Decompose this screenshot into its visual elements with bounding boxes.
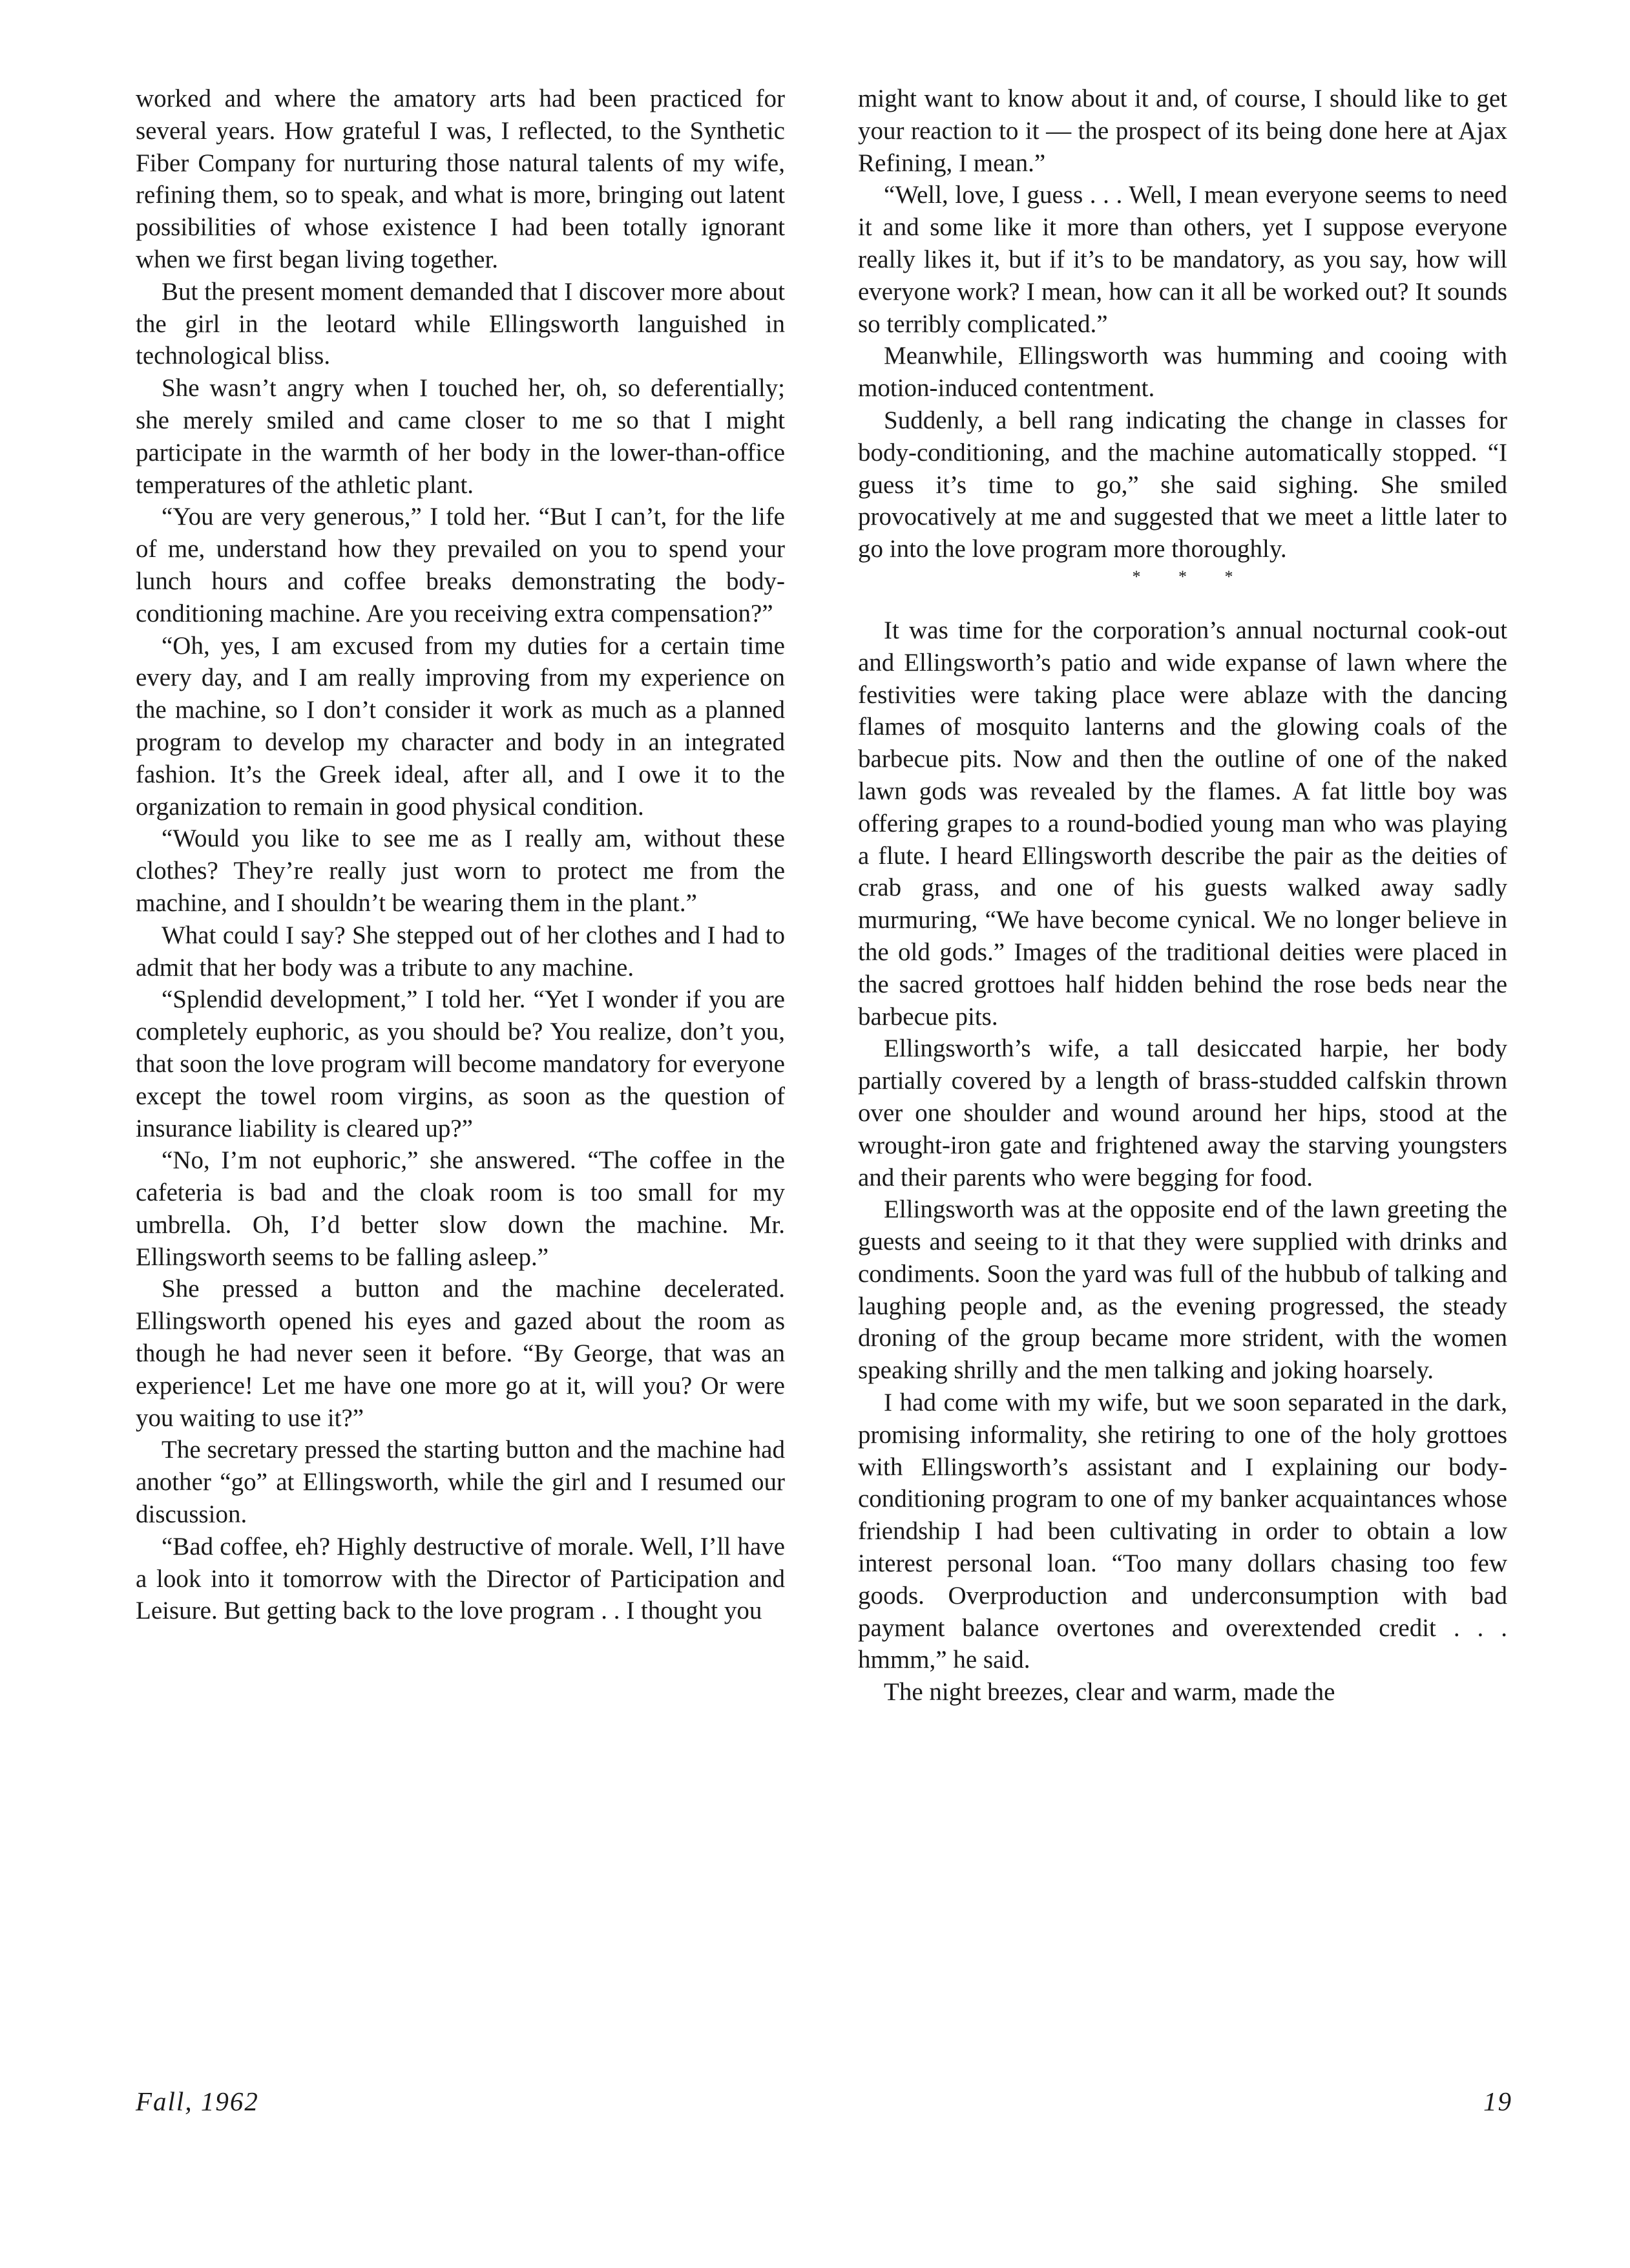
paragraph: I had come with my wife, but we soon separated in the dark, promising informality, she retiring to one of the holy grottoes with Ellingsworth’s assistant and I explaining our body-conditioning program to one of my banker acquaintances whose friendship I had been cultivating in order to obtain a low interest personal loan. “Too many dollars chasing too few goods. Overproduction and underconsumption with bad payment balance overtones and overextended credit . . . hmmm,” he said.: [858, 1389, 1507, 1674]
page-number: 19: [1483, 2086, 1512, 2116]
paragraph: Meanwhile, Ellingsworth was humming and cooing with motion-induced contentment.: [858, 342, 1507, 403]
paragraph: “Bad coffee, eh? Highly destructive of morale. Well, I’ll have a look into it tomorrow with the Director of Participation and Leisure. But getting back to the love program . . I thought you: [136, 1532, 785, 1625]
paragraph: “Would you like to see me as I really am, without these clothes? They’re really just worn to protect me from the machine, and I shouldn’t be wearing them in the plant.”: [136, 824, 785, 917]
paragraph: She wasn’t angry when I touched her, oh, so deferentially; she merely smiled and came closer to me so that I might participate in the warmth of her body in the lower-than-office temperatures of the athletic plant.: [136, 374, 785, 499]
paragraph: Ellingsworth’s wife, a tall desiccated harpie, her body partially covered by a length of brass-studded calfskin thrown over one shoulder and wound around her hips, stood at the wrought-iron gate and frightened away the starving youngsters and their parents who were begging for food.: [858, 1034, 1507, 1192]
section-break: * * *: [1132, 567, 1250, 586]
left-column: [136, 83, 785, 1627]
paragraph: might want to know about it and, of course, I should like to get your reaction to it — the prospect of its being done here at Ajax Refining, I mean.”: [858, 85, 1507, 177]
paragraph: What could I say? She stepped out of her clothes and I had to admit that her body was a tribute to any machine.: [136, 921, 785, 982]
paragraph: worked and where the amatory arts had been practiced for several years. How grateful I was, I reflected, to the Synthetic Fiber Company for nurturing those natural talents of my wife, refining them, so to speak, and what is more, bringing out latent possibilities of whose existence I had been totally ignorant when we first began living together.: [136, 85, 785, 273]
paragraph: Suddenly, a bell rang indicating the change in classes for body-conditioning, and the machine automatically stopped. “I guess it’s time to go,” she said sighing. She smiled provocatively at me and suggested that we meet a little later to go into the love program more thoroughly.: [858, 406, 1507, 563]
paragraph: “No, I’m not euphoric,” she answered. “The coffee in the cafeteria is bad and the cloak room is too small for my umbrella. Oh, I’d better slow down the machine. Mr. Ellingsworth seems to be falling asleep.”: [136, 1146, 785, 1271]
paragraph: The secretary pressed the starting button and the machine had another “go” at Ellingsworth, while the girl and I resumed our discussion.: [136, 1436, 785, 1529]
paragraph: “You are very generous,” I told her. “But I can’t, for the life of me, understand how they prevailed on you to spend your lunch hours and coffee breaks demonstrating the body-conditioning machine. Are you receiving extra compensation?”: [136, 503, 785, 627]
paragraph: “Well, love, I guess . . . Well, I mean everyone seems to need it and some like it more than others, yet I suppose everyone really likes it, but if it’s to be mandatory, as you say, how will everyone work? I mean, how can it all be worked out? It sounds so terribly complicated.”: [858, 181, 1507, 338]
paragraph: It was time for the corporation’s annual nocturnal cook-out and Ellingsworth’s patio and wide expanse of lawn where the festivities were taking place were ablaze with the dancing flames of mosquito lanterns and the glowing coals of the barbecue pits. Now and then the outline of one of the naked lawn gods was revealed by the flames. A fat little boy was offering grapes to a round-bodied young man who was playing a flute. I heard Ellingsworth describe the pair as the deities of crab grass, and one of his guests walked away sadly murmuring, “We have become cynical. We no longer believe in the old gods.” Images of the traditional deities were placed in the sacred grottoes half hidden behind the rose beds near the barbecue pits.: [858, 616, 1507, 1031]
right-column: [858, 83, 1507, 1708]
paragraph: “Splendid development,” I told her. “Yet I wonder if you are completely euphoric, as you should be? You realize, don’t you, that soon the love program will become mandatory for everyone except the towel room virgins, as soon as the question of insurance liability is cleared up?”: [136, 985, 785, 1142]
paragraph: But the present moment demanded that I discover more about the girl in the leotard while Ellingsworth languished in technological bliss.: [136, 277, 785, 370]
footer-issue-date: Fall, 1962: [136, 2086, 259, 2116]
paragraph: The night breezes, clear and warm, made the: [884, 1678, 1335, 1706]
paragraph: “Oh, yes, I am excused from my duties for a certain time every day, and I am really improving from my experience on the machine, so I don’t consider it work as much as a planned program to develop my character and body in an integrated fashion. It’s the Greek ideal, after all, and I owe it to the organization to remain in good physical condition.: [136, 631, 785, 821]
paragraph: Ellingsworth was at the opposite end of the lawn greeting the guests and seeing to it that they were supplied with drinks and condiments. Soon the yard was full of the hubbub of talking and laughing people and, as the evening progressed, the steady droning of the group became more strident, with the women speaking shrilly and the men talking and joking hoarsely.: [858, 1195, 1507, 1385]
paragraph: She pressed a button and the machine decelerated. Ellingsworth opened his eyes and gazed about the room as though he had never seen it before. “By George, that was an experience! Let me have one more go at it, will you? Or were you waiting to use it?”: [136, 1275, 785, 1432]
